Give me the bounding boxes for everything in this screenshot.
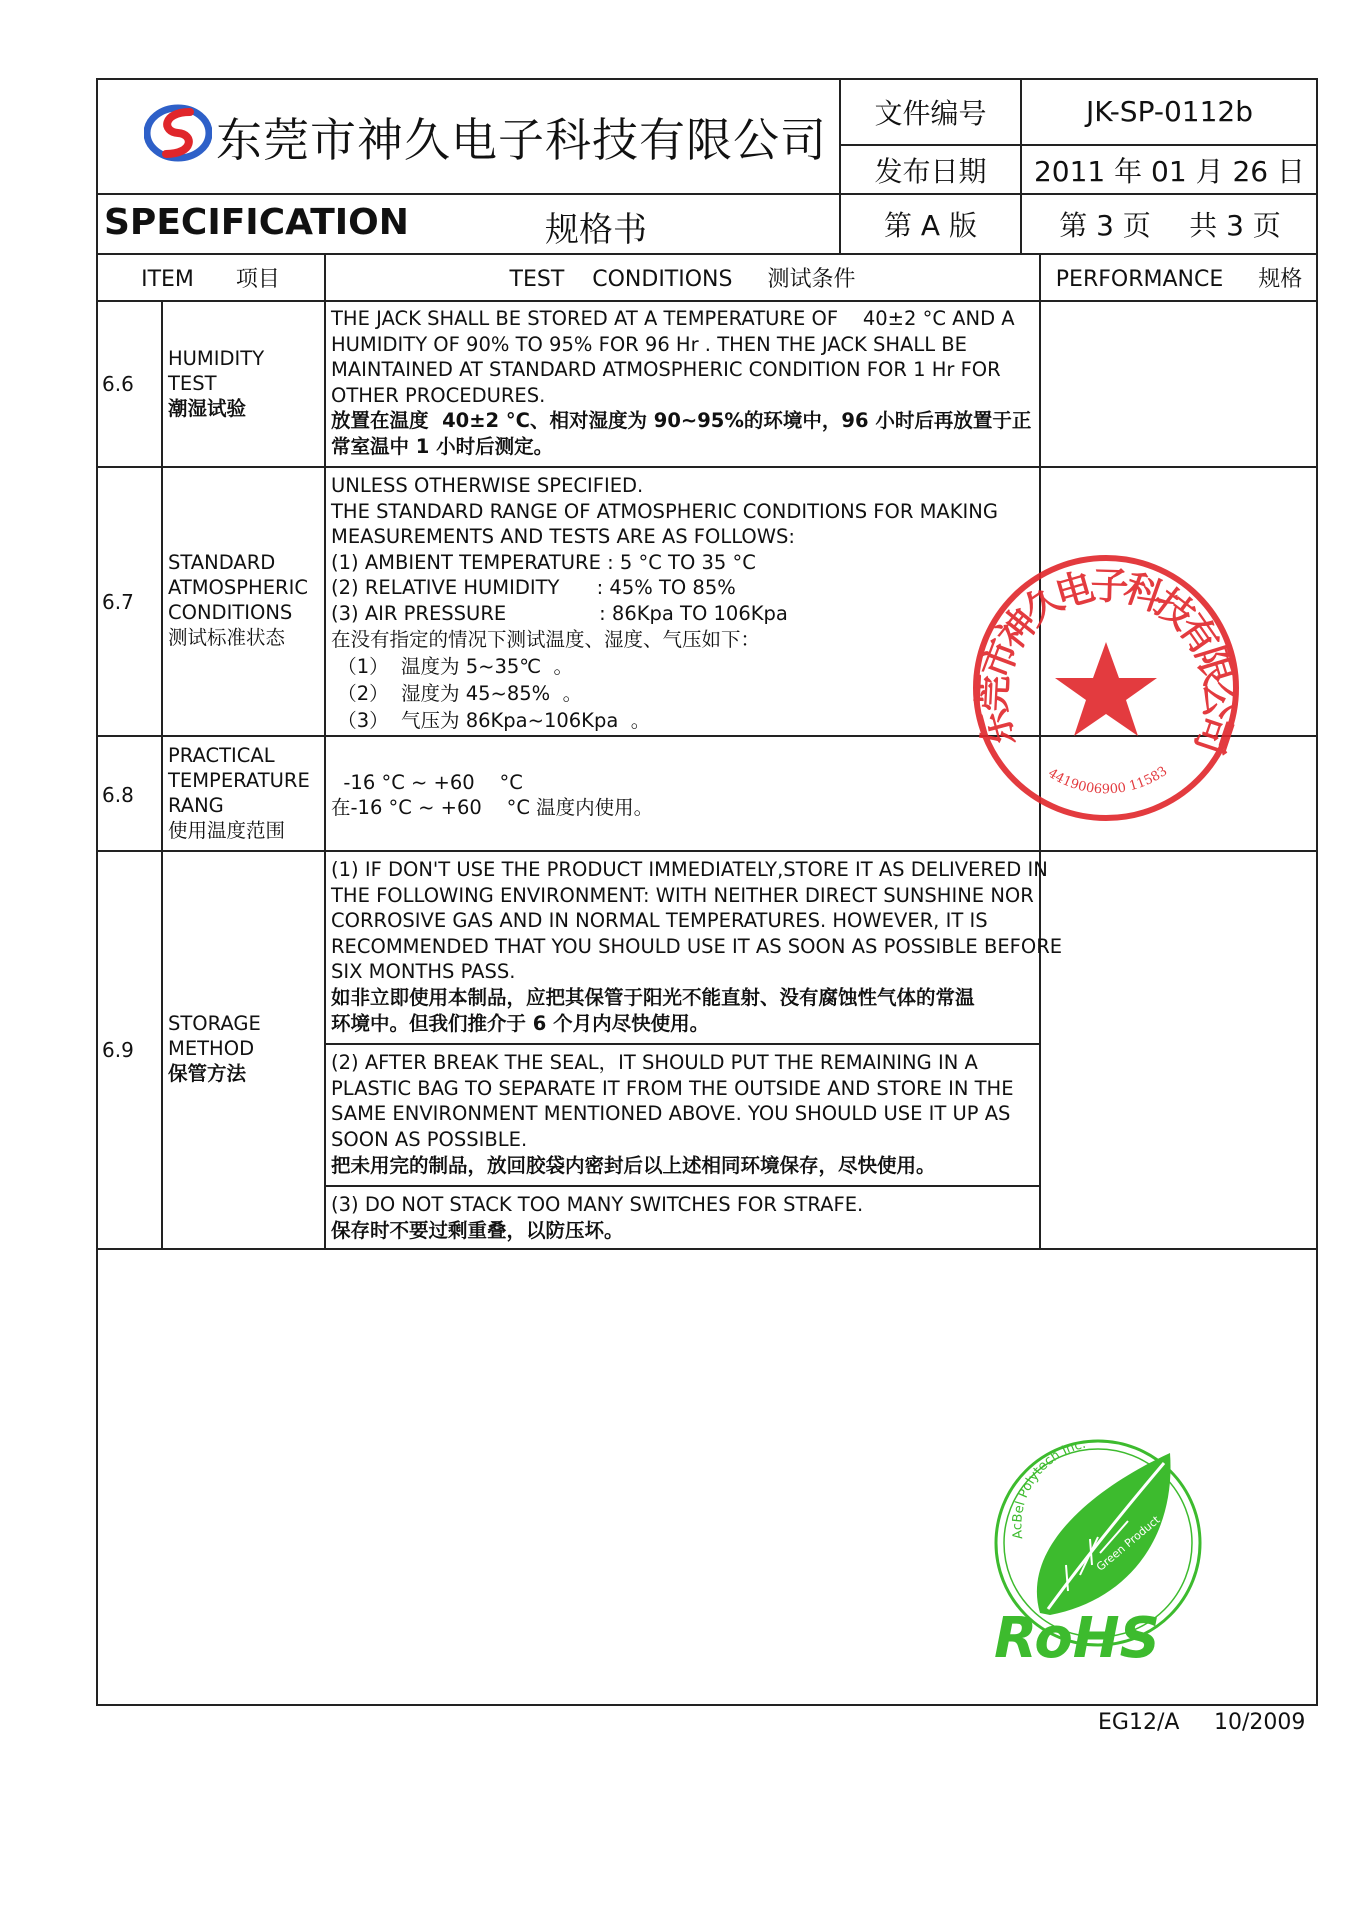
divider (325, 1043, 1040, 1045)
page-title-cn: 规格书 (545, 210, 647, 250)
column-header-test: TEST CONDITIONS 测试条件 (509, 267, 856, 292)
date-label: 发布日期 (874, 154, 987, 188)
test-condition: (1) IF DON'T USE THE PRODUCT IMMEDIATELY,STORE IT AS DELIVERED IN THE FOLLOWING ENVIRONMENT: WITH NEITHER DIRECT SUNSHINE NOR CORROSIVE GAS AND IN NORMAL TEMPERATURES. HOWEVER, IT IS RECOMMENDED THAT YOU SHOULD USE IT AS SOON AS POSSIBLE BEFORE SIX MONTHS PASS. (331, 858, 1063, 983)
company-seal-stamp (968, 550, 1244, 826)
version: 第 A 版 (884, 209, 977, 242)
test-condition-cn: 放置在温度 40±2 °C、相对湿度为 90~95%的环境中，96 小时后再放置于正 常室温中 1 小时后测定。 (331, 409, 1032, 458)
issue-date: 2011 年 01 月 26 日 (1033, 154, 1306, 188)
item-name-cn: 测试标准状态 (168, 626, 286, 649)
divider (325, 1185, 1040, 1187)
item-name-cn: 保管方法 (168, 1062, 247, 1085)
item-name: HUMIDITY TEST (168, 347, 265, 395)
rohs-logo-icon (980, 1425, 1212, 1665)
column-header-performance: PERFORMANCE 规格 (1055, 267, 1303, 292)
svg-text:RoHS: RoHS (994, 1606, 1161, 1665)
test-condition: (3) DO NOT STACK TOO MANY SWITCHES FOR STRAFE. (331, 1193, 864, 1216)
divider (97, 300, 1317, 302)
page-total: 共 3 页 (1189, 209, 1281, 242)
footer-code: EG12/A (1098, 1710, 1180, 1735)
row-number: 6.9 (102, 1038, 134, 1062)
doc-no-label: 文件编号 (874, 96, 987, 130)
test-condition-cn: 在没有指定的情况下测试温度、湿度、气压如下： （1） 温度为 5~35℃ 。 （2） 湿度为 45~85% 。 （3） 气压为 86Kpa~106Kpa 。 (331, 628, 761, 732)
divider (97, 1248, 1317, 1250)
row-number: 6.7 (102, 590, 134, 614)
test-condition: (2) AFTER BREAK THE SEAL，IT SHOULD PUT THE REMAINING IN A PLASTIC BAG TO SEPARATE IT FROM THE OUTSIDE AND STORE IN THE SAME ENVIRONMENT MENTIONED ABOVE. YOU SHOULD USE IT UP AS SOON AS POSSIBLE. (331, 1051, 1014, 1151)
test-condition: UNLESS OTHERWISE SPECIFIED. THE STANDARD RANGE OF ATMOSPHERIC CONDITIONS FOR MAKING MEASUREMENTS AND TESTS ARE AS FOLLOWS: (1) AMBIENT TEMPERATURE : 5 °C TO 35 °C (2) RELATIVE HUMIDITY : 45% TO 85% (3) AIR PRESSURE : 86Kpa TO 106Kpa (331, 474, 998, 625)
column-header-item: ITEM 项目 (141, 267, 280, 292)
svg-text:4419006900 11583: 4419006900 11583 (1045, 763, 1171, 798)
footer-date: 10/2009 (1214, 1710, 1306, 1735)
company-logo-icon (144, 104, 212, 162)
test-condition: THE JACK SHALL BE STORED AT A TEMPERATURE OF 40±2 °C AND A HUMIDITY OF 90% TO 95% FOR 96 Hr . THEN THE JACK SHALL BE MAINTAINED AT STANDARD ATMOSPHERIC CONDITION FOR 1 Hr FOR OTHER PROCEDURES. (331, 307, 1015, 407)
test-condition-cn: 把未用完的制品，放回胶袋内密封后以上述相同环境保存，尽快使用。 (331, 1154, 936, 1177)
test-condition: -16 °C ~ +60 °C (331, 771, 523, 794)
svg-text:Green Product: Green Product (1093, 1513, 1163, 1574)
page-number: 第 3 页 (1059, 209, 1151, 242)
divider (97, 466, 1317, 468)
divider (161, 301, 163, 1249)
item-name: STANDARD ATMOSPHERIC CONDITIONS (168, 551, 308, 624)
test-condition-cn: 如非立即使用本制品，应把其保管于阳光不能直射、没有腐蚀性气体的常温 环境中。但我们推介于 6 个月内尽快使用。 (331, 986, 975, 1035)
test-condition-cn: 保存时不要过剩重叠，以防压坏。 (331, 1219, 624, 1242)
item-name: STORAGE METHOD (168, 1012, 261, 1060)
divider (324, 254, 326, 1249)
svg-text:AcBel Polytech Inc.: AcBel Polytech Inc. (1010, 1436, 1088, 1540)
item-name-cn: 使用温度范围 (168, 819, 286, 842)
test-condition-cn: 在-16 °C ~ +60 °C 温度内使用。 (331, 796, 654, 819)
item-name-cn: 潮湿试验 (168, 397, 247, 420)
doc-no: JK-SP-0112b (1086, 95, 1253, 128)
row-number: 6.6 (102, 372, 134, 396)
row-number: 6.8 (102, 783, 134, 807)
company-name: 东莞市神久电子科技有限公司 (216, 113, 827, 167)
divider (97, 850, 1317, 852)
page-title: SPECIFICATION (104, 202, 409, 243)
item-name: PRACTICAL TEMPERATURE RANG (168, 744, 310, 817)
svg-text:东莞市神久电子科技有限公司: 东莞市神久电子科技有限公司 (969, 562, 1243, 761)
